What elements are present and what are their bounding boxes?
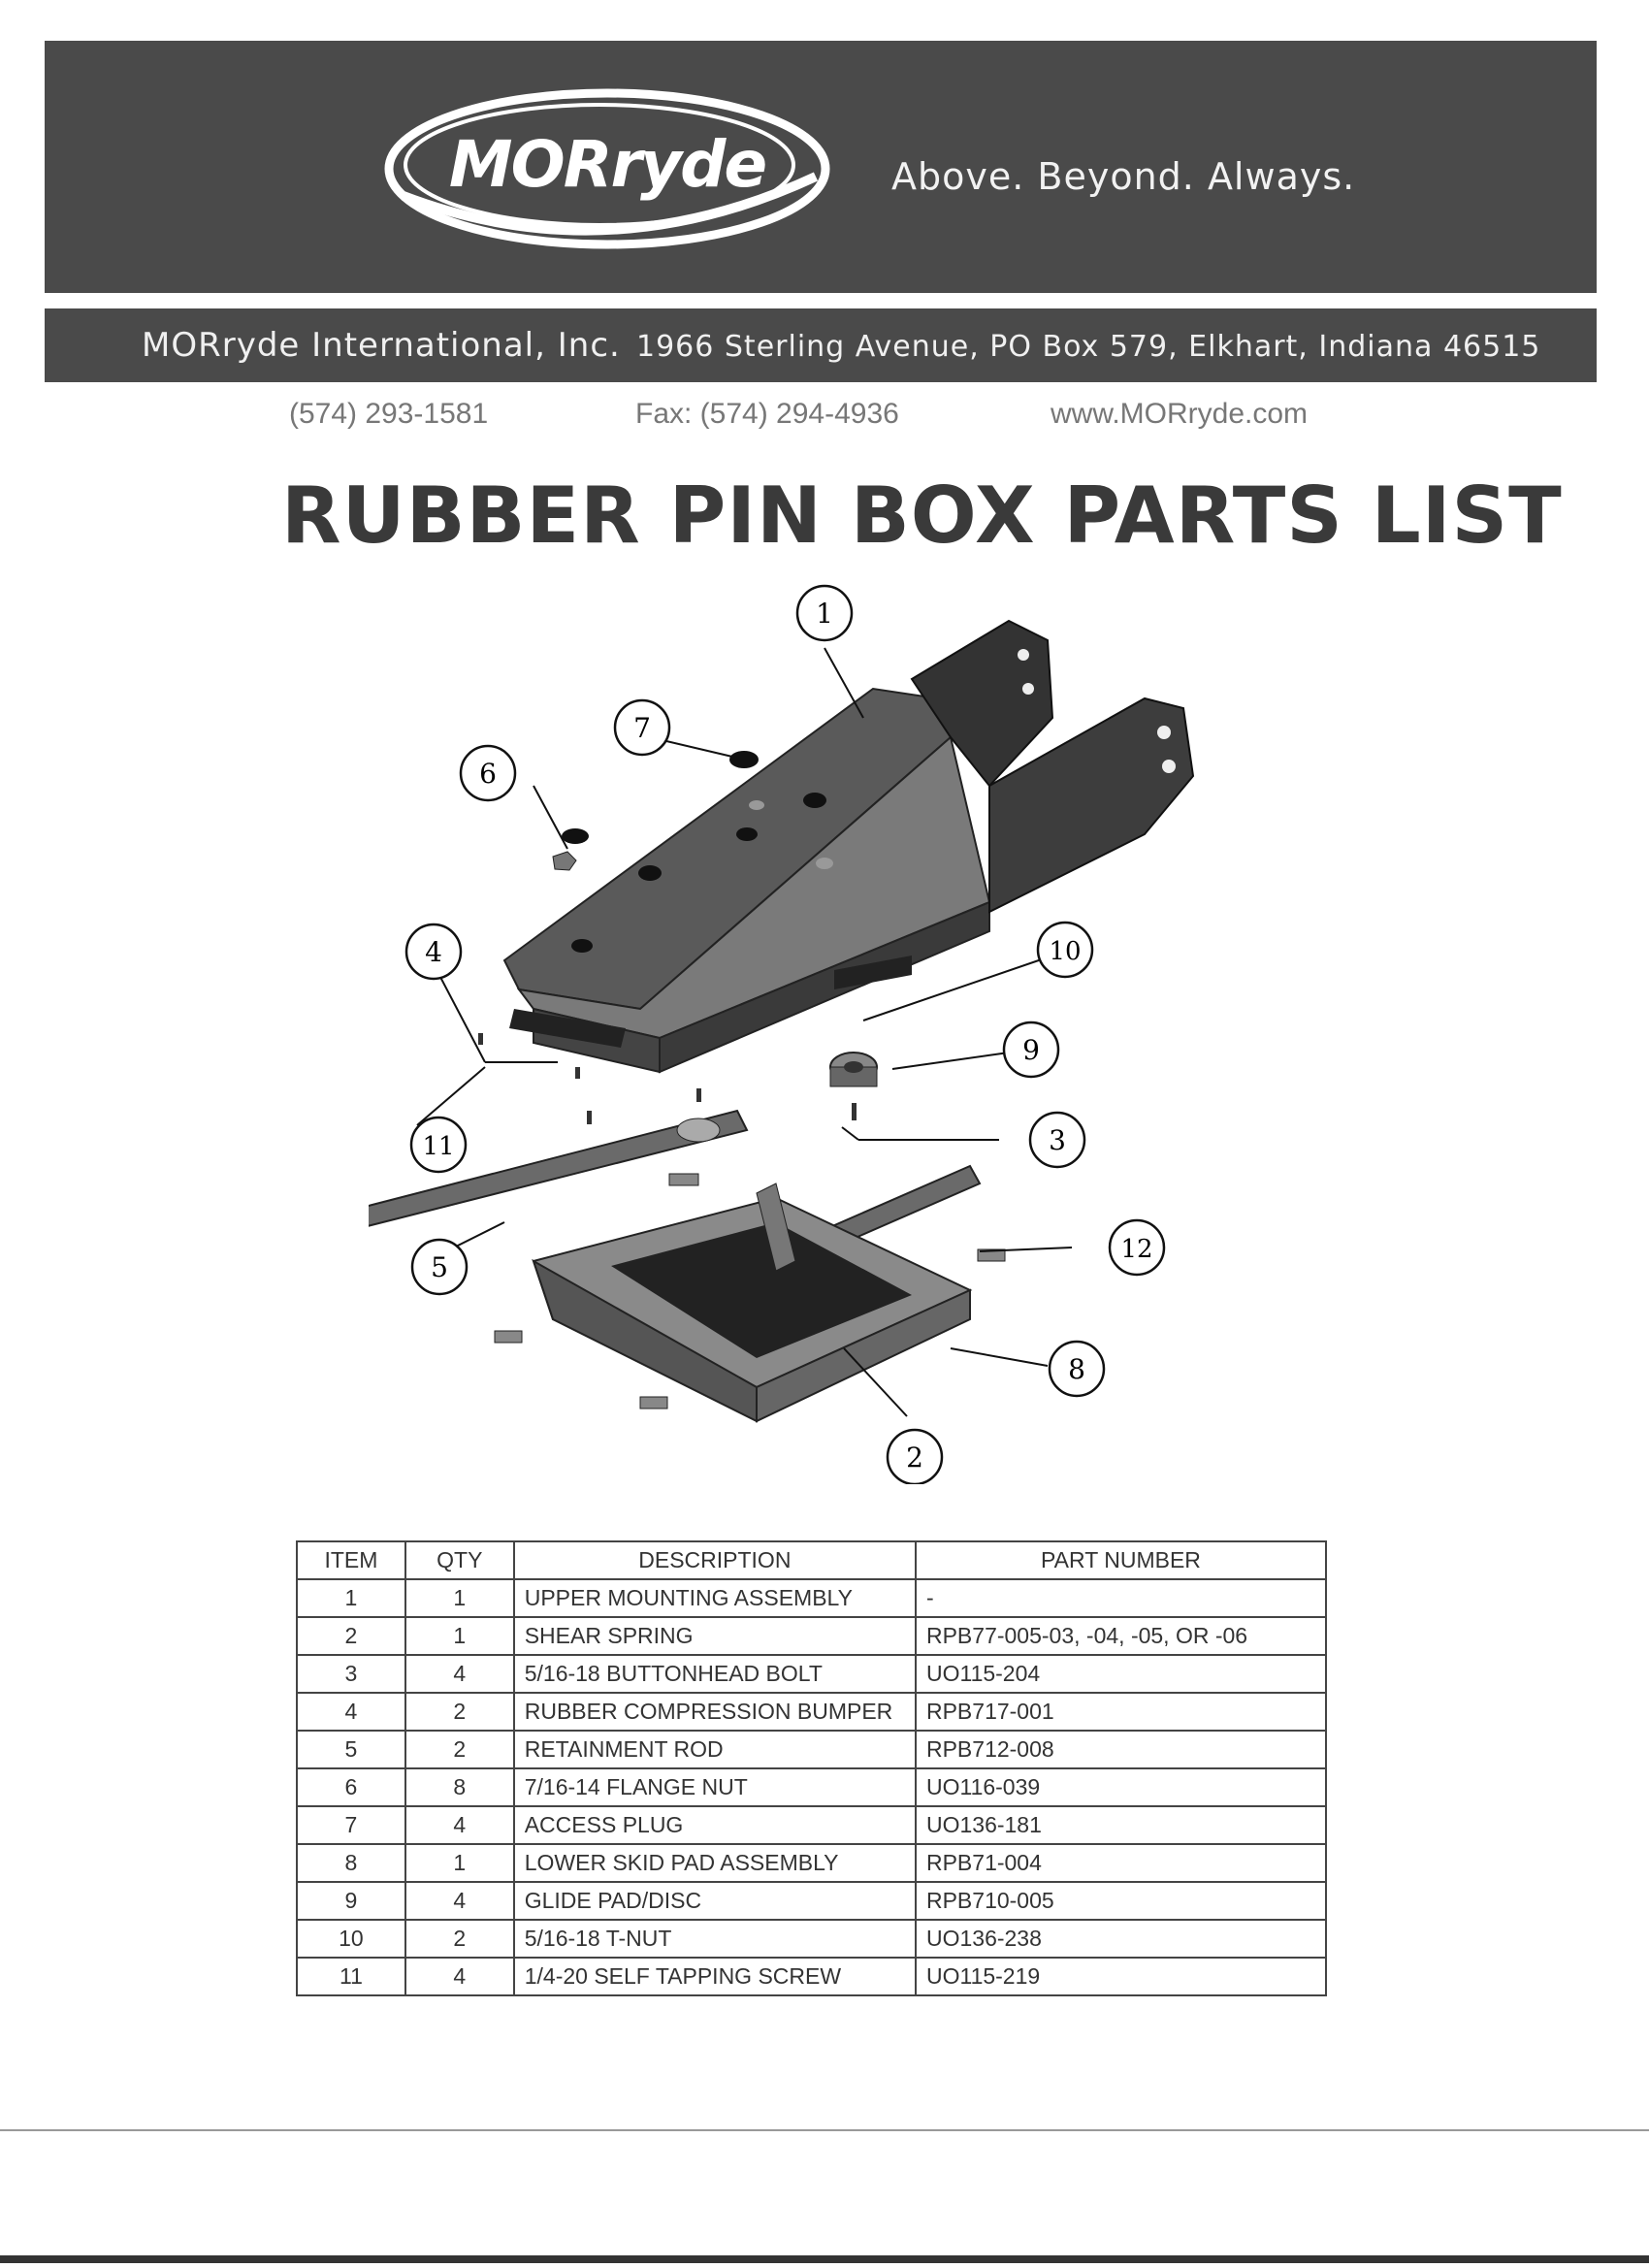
part-number-cell: UO136-181 <box>916 1806 1326 1844</box>
callout-2 <box>888 1430 942 1484</box>
item-cell: 9 <box>297 1882 405 1920</box>
svg-text:7: 7 <box>633 712 651 744</box>
qty-cell: 4 <box>405 1882 514 1920</box>
table-row <box>297 1806 1326 1844</box>
svg-text:3: 3 <box>1049 1124 1066 1156</box>
table-row <box>297 1731 1326 1768</box>
item-cell: 1 <box>297 1579 405 1617</box>
header-qty: QTY <box>405 1541 514 1579</box>
morryde-logo <box>374 80 840 259</box>
item-cell: 7 <box>297 1806 405 1844</box>
description-cell: 5/16-18 BUTTONHEAD BOLT <box>514 1655 916 1693</box>
table-row <box>297 1579 1326 1617</box>
qty-cell: 4 <box>405 1655 514 1693</box>
exploded-parts-diagram <box>369 582 1222 1484</box>
svg-text:6: 6 <box>479 758 497 790</box>
description-cell: ACCESS PLUG <box>514 1806 916 1844</box>
callout-10 <box>1038 923 1092 977</box>
address-bar <box>45 308 1597 382</box>
callout-4 <box>406 924 461 979</box>
company-name: MORryde International, Inc. <box>142 326 621 365</box>
company-address: 1966 Sterling Avenue, PO Box 579, Elkhart, Indiana 46515 <box>636 330 1541 364</box>
svg-text:8: 8 <box>1068 1353 1085 1385</box>
callout-3 <box>1030 1113 1084 1167</box>
item-cell: 2 <box>297 1617 405 1655</box>
description-cell: GLIDE PAD/DISC <box>514 1882 916 1920</box>
page-divider <box>0 2129 1649 2131</box>
table-row <box>297 1844 1326 1882</box>
tagline: Above. Beyond. Always. <box>891 155 1356 198</box>
description-cell: UPPER MOUNTING ASSEMBLY <box>514 1579 916 1617</box>
svg-text:11: 11 <box>422 1132 455 1161</box>
description-cell: RUBBER COMPRESSION BUMPER <box>514 1693 916 1731</box>
callout-11 <box>411 1118 466 1172</box>
qty-cell: 4 <box>405 1958 514 1995</box>
svg-text:1: 1 <box>816 598 833 630</box>
qty-cell: 1 <box>405 1579 514 1617</box>
part-number-cell: RPB77-005-03, -04, -05, OR -06 <box>916 1617 1326 1655</box>
svg-text:4: 4 <box>425 936 442 968</box>
description-cell: 5/16-18 T-NUT <box>514 1920 916 1958</box>
logo-text: MORryde <box>448 127 766 202</box>
qty-cell: 2 <box>405 1920 514 1958</box>
part-number-cell: RPB710-005 <box>916 1882 1326 1920</box>
description-cell: 7/16-14 FLANGE NUT <box>514 1768 916 1806</box>
part-number-cell: UO115-204 <box>916 1655 1326 1693</box>
table-row <box>297 1655 1326 1693</box>
header-description: DESCRIPTION <box>514 1541 916 1579</box>
header-item: ITEM <box>297 1541 405 1579</box>
header-part-number: PART NUMBER <box>916 1541 1326 1579</box>
header-banner <box>45 41 1597 293</box>
table-row <box>297 1920 1326 1958</box>
part-number-cell: UO116-039 <box>916 1768 1326 1806</box>
table-row <box>297 1693 1326 1731</box>
svg-text:10: 10 <box>1049 937 1082 966</box>
part-number-cell: RPB71-004 <box>916 1844 1326 1882</box>
callout-6 <box>461 746 515 800</box>
description-cell: 1/4-20 SELF TAPPING SCREW <box>514 1958 916 1995</box>
item-cell: 8 <box>297 1844 405 1882</box>
svg-text:12: 12 <box>1120 1235 1153 1264</box>
qty-cell: 1 <box>405 1844 514 1882</box>
lower-skid-pad-drawing <box>495 1174 1005 1421</box>
fax-number: Fax: (574) 294-4936 <box>635 398 899 430</box>
svg-text:9: 9 <box>1022 1034 1040 1066</box>
qty-cell: 8 <box>405 1768 514 1806</box>
table-row <box>297 1768 1326 1806</box>
part-number-cell: UO115-219 <box>916 1958 1326 1995</box>
table-header-row <box>297 1541 1326 1579</box>
callout-1 <box>797 586 852 640</box>
qty-cell: 1 <box>405 1617 514 1655</box>
part-number-cell: RPB717-001 <box>916 1693 1326 1731</box>
callout-8 <box>1050 1342 1104 1396</box>
qty-cell: 4 <box>405 1806 514 1844</box>
callout-7 <box>615 700 669 755</box>
description-cell: LOWER SKID PAD ASSEMBLY <box>514 1844 916 1882</box>
page-title: RUBBER PIN BOX PARTS LIST <box>281 470 1563 561</box>
table-row <box>297 1617 1326 1655</box>
item-cell: 11 <box>297 1958 405 1995</box>
item-cell: 4 <box>297 1693 405 1731</box>
qty-cell: 2 <box>405 1693 514 1731</box>
parts-table <box>296 1540 1327 1996</box>
phone-number: (574) 293-1581 <box>289 398 489 430</box>
website-link[interactable]: www.MORryde.com <box>1051 398 1309 430</box>
svg-text:5: 5 <box>431 1251 448 1283</box>
table-cutoff <box>296 2027 1327 2037</box>
callout-5 <box>412 1240 467 1294</box>
item-cell: 3 <box>297 1655 405 1693</box>
item-cell: 10 <box>297 1920 405 1958</box>
table-row <box>297 1958 1326 1995</box>
svg-text:2: 2 <box>906 1442 923 1474</box>
table-row <box>297 1882 1326 1920</box>
bottom-border <box>0 2255 1649 2263</box>
upper-mounting-assembly-drawing <box>504 621 1193 1072</box>
parts-table-body <box>297 1579 1326 1995</box>
item-cell: 5 <box>297 1731 405 1768</box>
qty-cell: 2 <box>405 1731 514 1768</box>
description-cell: SHEAR SPRING <box>514 1617 916 1655</box>
part-number-cell: UO136-238 <box>916 1920 1326 1958</box>
callout-9 <box>1004 1022 1058 1077</box>
item-cell: 6 <box>297 1768 405 1806</box>
part-number-cell: - <box>916 1579 1326 1617</box>
part-number-cell: RPB712-008 <box>916 1731 1326 1768</box>
description-cell: RETAINMENT ROD <box>514 1731 916 1768</box>
callout-12 <box>1110 1220 1164 1275</box>
